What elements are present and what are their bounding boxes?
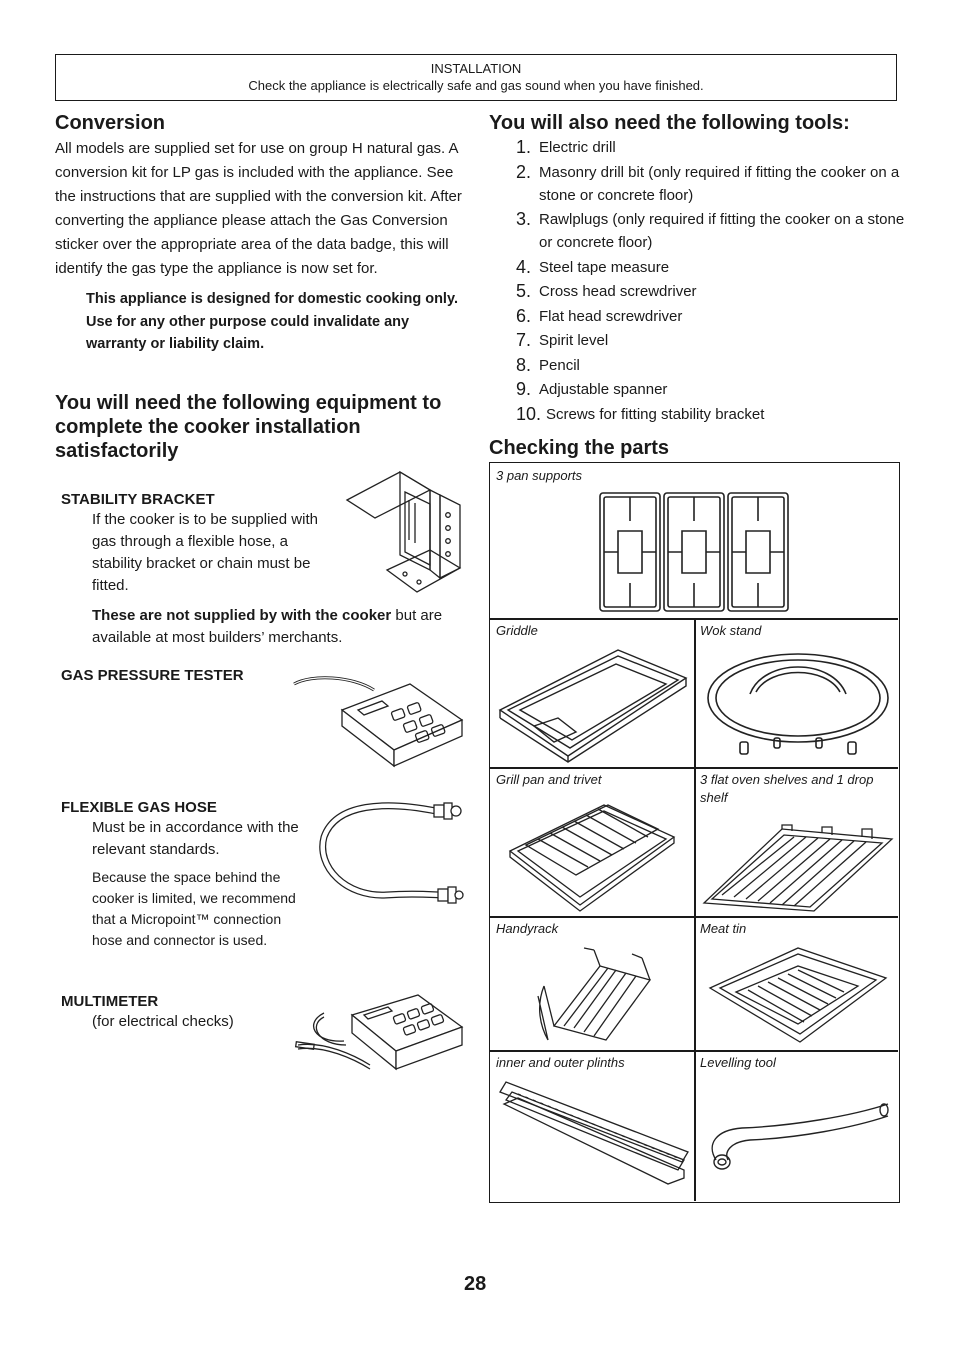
- levelling-tool-label: Levelling tool: [700, 1055, 776, 1070]
- flexible-gas-hose-image: [316, 797, 466, 909]
- micropoint-note: Because the space behind the cooker is limited, we recommend that a Micropoint™ connection hose and connector is used.: [92, 869, 296, 948]
- tool-item: 1. Electric drill: [516, 137, 616, 157]
- griddle-label: Griddle: [496, 623, 538, 638]
- pan-supports-cell: [490, 463, 898, 618]
- plinths-cell: [490, 1050, 694, 1201]
- tool-item: 5. Cross head screwdriver: [516, 281, 697, 301]
- handyrack-image: [534, 946, 654, 1046]
- multimeter-body: (for electrical checks): [92, 1013, 234, 1030]
- stability-bracket-title: STABILITY BRACKET: [61, 491, 215, 508]
- wok-stand-image: [704, 648, 892, 763]
- tool-item: 6. Flat head screwdriver: [516, 305, 683, 326]
- plinths-label: inner and outer plinths: [496, 1055, 625, 1070]
- wok-stand-label: Wok stand: [700, 623, 762, 638]
- multimeter-block: [61, 993, 301, 1033]
- tools-list: [489, 136, 909, 426]
- header-box: [55, 54, 897, 101]
- oven-shelves-image: [702, 825, 894, 913]
- levelling-tool-image: [702, 1100, 892, 1175]
- parts-heading: Checking the parts: [489, 437, 670, 459]
- plinths-image: [498, 1080, 688, 1195]
- tool-item: 2. Masonry drill bit (only required if fitting the cooker on a stone or concrete floor): [516, 161, 900, 204]
- tool-item: 10. Screws for fitting stability bracket: [516, 403, 765, 424]
- levelling-tool-cell: [694, 1050, 898, 1201]
- stability-bracket-note: [92, 605, 452, 649]
- tools-heading: You will also need the following tools:: [489, 112, 850, 134]
- griddle-image: [498, 648, 688, 763]
- tool-item: 8. Pencil: [516, 354, 580, 375]
- handyrack-cell: [490, 916, 694, 1050]
- conversion-heading: Conversion: [55, 112, 166, 134]
- conversion-section: [55, 111, 467, 356]
- oven-shelves-cell: [694, 767, 898, 916]
- tool-item: 7. Spirit level: [516, 330, 609, 350]
- meat-tin-label: Meat tin: [700, 921, 747, 936]
- conversion-body: All models are supplied set for use on group H natural gas. A conversion kit for LP gas is included with the appliance. See the instructions that are supplied with the conversion kit. After converting the appliance please attach the Gas Conversion sticker over the appropriate area of the data badge, this will identify the gas type the appliance is now set for.: [55, 140, 462, 277]
- griddle-cell: [490, 618, 694, 767]
- meat-tin-cell: [694, 916, 898, 1050]
- flexible-hose-body: Must be in accordance with the relevant standards.: [92, 819, 299, 858]
- oven-shelves-label: 3 flat oven shelves and 1 drop shelf: [700, 772, 874, 805]
- flexible-hose-block: [61, 799, 321, 951]
- gas-pressure-tester-image: [292, 672, 464, 772]
- multimeter-title: MULTIMETER: [61, 993, 159, 1010]
- stability-note-bold: These are not supplied by with the cooker: [92, 607, 392, 624]
- stability-bracket-image: [345, 470, 465, 595]
- equipment-section: [55, 391, 467, 463]
- handyrack-label: Handyrack: [496, 921, 559, 936]
- wok-stand-cell: [694, 618, 898, 767]
- header-title: INSTALLATION: [430, 61, 522, 76]
- pan-supports-image: [598, 491, 792, 615]
- tool-item: 3. Rawlplugs (only required if fitting the cooker on a stone or concrete floor): [516, 209, 905, 251]
- pan-supports-label: 3 pan supports: [496, 468, 583, 483]
- tool-item: 4. Steel tape measure: [516, 256, 670, 277]
- tool-item: 9. Adjustable spanner: [516, 379, 668, 399]
- stability-bracket-block: [61, 491, 331, 597]
- domestic-use-note: This appliance is designed for domestic cooking only. Use for any other purpose could invalidate any warranty or liability claim.: [86, 291, 458, 352]
- grill-pan-image: [508, 797, 678, 912]
- stability-note-rest: but are available at most builders’ merchants.: [92, 607, 443, 646]
- parts-table: [489, 462, 900, 1203]
- grill-pan-label: Grill pan and trivet: [496, 772, 602, 787]
- grill-pan-cell: [490, 767, 694, 916]
- gas-pressure-tester-title: GAS PRESSURE TESTER: [61, 667, 244, 684]
- tools-section: [489, 111, 909, 427]
- meat-tin-image: [708, 944, 888, 1046]
- page-number: 28: [464, 1273, 487, 1295]
- multimeter-image: [294, 993, 466, 1078]
- equipment-heading: You will need the following equipment to complete the cooker installation satisfactorily: [55, 392, 442, 462]
- flexible-hose-title: FLEXIBLE GAS HOSE: [61, 799, 217, 816]
- stability-bracket-body: If the cooker is to be supplied with gas through a flexible hose, a stability bracket or chain must be fitted.: [92, 511, 318, 594]
- header-subtitle: Check the appliance is electrically safe and gas sound when you have finished.: [248, 78, 704, 93]
